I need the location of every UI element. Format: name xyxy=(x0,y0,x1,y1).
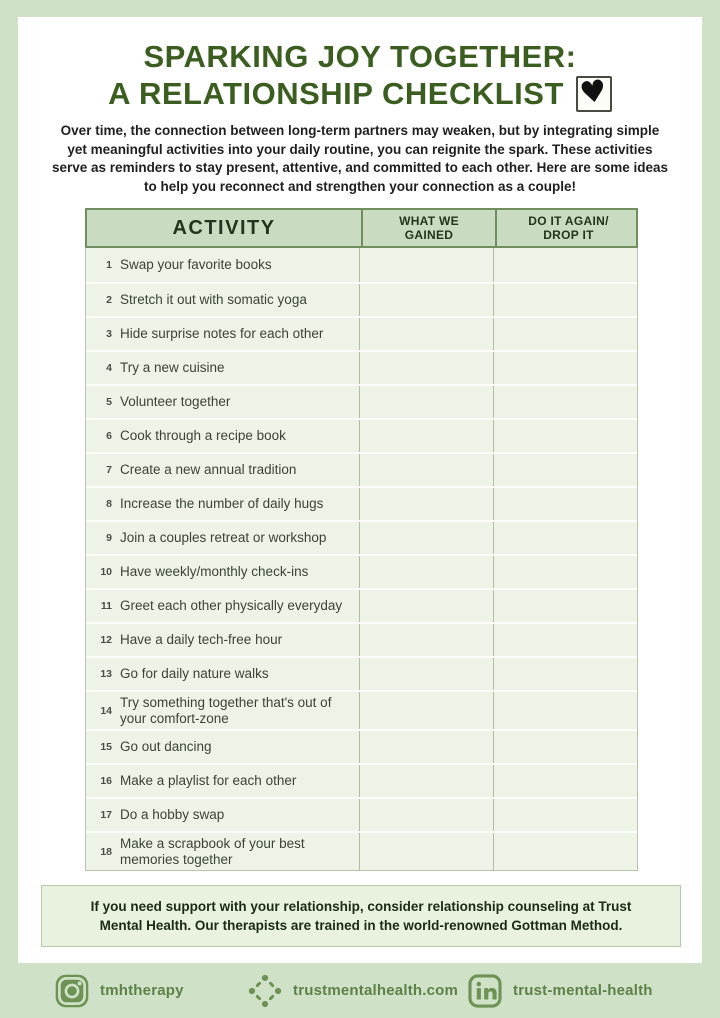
activity-cell xyxy=(86,799,359,831)
activity-cell xyxy=(86,488,359,520)
heart-checkbox xyxy=(576,72,612,112)
activity-label: Create a new annual tradition xyxy=(120,462,297,478)
what-we-gained-cell[interactable] xyxy=(359,692,493,729)
website-handle: trustmentalhealth.com xyxy=(293,982,459,999)
row-number: 4 xyxy=(106,362,112,374)
table-row xyxy=(86,384,637,418)
activity-cell xyxy=(86,731,359,763)
row-number: 2 xyxy=(106,294,112,306)
row-number: 17 xyxy=(100,809,112,821)
linkedin-icon xyxy=(468,974,502,1008)
row-number: 13 xyxy=(100,668,112,680)
do-it-again-drop-it-cell[interactable] xyxy=(493,284,637,316)
do-it-again-drop-it-cell[interactable] xyxy=(493,318,637,350)
table-row xyxy=(86,554,637,588)
activity-label: Greet each other physically everyday xyxy=(120,598,343,614)
table-row xyxy=(86,831,637,870)
instagram-handle: tmhtherapy xyxy=(100,982,184,999)
table-header-row xyxy=(85,208,638,248)
activity-label: Try a new cuisine xyxy=(120,360,225,376)
what-we-gained-cell[interactable] xyxy=(359,522,493,554)
table-row xyxy=(86,729,637,763)
activity-cell xyxy=(86,386,359,418)
activity-label: Hide surprise notes for each other xyxy=(120,326,324,342)
do-it-again-drop-it-cell[interactable] xyxy=(493,833,637,870)
activity-cell xyxy=(86,590,359,622)
title-line-2: A RELATIONSHIP CHECKLIST xyxy=(108,76,564,111)
activity-cell xyxy=(86,284,359,316)
what-we-gained-cell[interactable] xyxy=(359,731,493,763)
page-title xyxy=(18,38,702,112)
footer-linkedin[interactable] xyxy=(468,974,653,1008)
activity-cell xyxy=(86,692,359,729)
table-row xyxy=(86,622,637,656)
what-we-gained-cell[interactable] xyxy=(359,386,493,418)
heart-icon: ♥ xyxy=(577,72,610,112)
instagram-icon xyxy=(55,974,89,1008)
activity-cell xyxy=(86,454,359,486)
row-number: 12 xyxy=(100,634,112,646)
row-number: 11 xyxy=(100,600,112,612)
linkedin-handle: trust-mental-health xyxy=(513,982,653,999)
activity-label: Go for daily nature walks xyxy=(120,666,269,682)
table-body xyxy=(85,248,638,871)
footer-website[interactable] xyxy=(248,974,458,1008)
row-number: 18 xyxy=(100,845,112,858)
activity-cell xyxy=(86,833,359,870)
what-we-gained-cell[interactable] xyxy=(359,420,493,452)
row-number: 6 xyxy=(106,430,112,442)
table-row xyxy=(86,248,637,282)
row-number: 1 xyxy=(106,259,112,271)
what-we-gained-cell[interactable] xyxy=(359,658,493,690)
activity-cell xyxy=(86,318,359,350)
footer-social-bar xyxy=(0,963,720,1018)
do-it-again-drop-it-cell[interactable] xyxy=(493,488,637,520)
activity-label: Go out dancing xyxy=(120,739,212,755)
table-row xyxy=(86,452,637,486)
what-we-gained-cell[interactable] xyxy=(359,799,493,831)
do-it-again-drop-it-cell[interactable] xyxy=(493,248,637,282)
table-row xyxy=(86,316,637,350)
do-it-again-drop-it-cell[interactable] xyxy=(493,386,637,418)
do-it-again-drop-it-cell[interactable] xyxy=(493,765,637,797)
intro-paragraph: Over time, the connection between long-term partners may weaken, but by integrating simple yet meaningful activities into your daily routine, you can reignite the spark. These activities serve as reminders to stay present, attentive, and committed to each other. Here are some ideas to help you reconnect and strengthen your connection as a couple! xyxy=(52,123,668,194)
row-number: 5 xyxy=(106,396,112,408)
activity-label: Increase the number of daily hugs xyxy=(120,496,324,512)
row-number: 8 xyxy=(106,498,112,510)
support-note: If you need support with your relationship, consider relationship counseling at Trust Mental Health. Our therapists are trained in the world-renowned Gottman Method. xyxy=(41,885,681,947)
do-it-again-drop-it-cell[interactable] xyxy=(493,454,637,486)
table-row xyxy=(86,282,637,316)
activity-cell xyxy=(86,765,359,797)
tmh-logo-icon xyxy=(248,974,282,1008)
what-we-gained-cell[interactable] xyxy=(359,318,493,350)
do-it-again-drop-it-cell[interactable] xyxy=(493,420,637,452)
do-it-again-drop-it-cell[interactable] xyxy=(493,692,637,729)
do-it-again-drop-it-cell[interactable] xyxy=(493,352,637,384)
table-row xyxy=(86,763,637,797)
table-row xyxy=(86,418,637,452)
row-number: 7 xyxy=(106,464,112,476)
do-it-again-drop-it-cell[interactable] xyxy=(493,658,637,690)
activity-label: Have a daily tech-free hour xyxy=(120,632,283,648)
do-it-again-drop-it-cell[interactable] xyxy=(493,624,637,656)
row-number: 3 xyxy=(106,328,112,340)
table-row xyxy=(86,350,637,384)
title-line-1: SPARKING JOY TOGETHER: xyxy=(143,39,577,74)
activity-cell xyxy=(86,556,359,588)
row-number: 16 xyxy=(100,775,112,787)
do-it-again-drop-it-cell[interactable] xyxy=(493,590,637,622)
activity-label: Join a couples retreat or workshop xyxy=(120,530,327,546)
table-row xyxy=(86,797,637,831)
row-number: 14 xyxy=(100,704,112,717)
row-number: 9 xyxy=(106,532,112,544)
activity-cell xyxy=(86,420,359,452)
row-number: 10 xyxy=(100,566,112,578)
activity-label: Try something together that's out of your comfort-zone xyxy=(120,695,332,726)
what-we-gained-cell[interactable] xyxy=(359,556,493,588)
activity-cell xyxy=(86,658,359,690)
activity-cell xyxy=(86,624,359,656)
what-we-gained-cell[interactable] xyxy=(359,352,493,384)
table-row xyxy=(86,486,637,520)
header-activity: ACTIVITY xyxy=(172,216,276,239)
table-row xyxy=(86,588,637,622)
activity-label: Stretch it out with somatic yoga xyxy=(120,292,307,308)
activity-label: Make a scrapbook of your best memories together xyxy=(120,836,305,867)
do-it-again-drop-it-cell[interactable] xyxy=(493,799,637,831)
checklist-table xyxy=(85,208,638,871)
header-what-we-gained: WHAT WE GAINED xyxy=(361,210,495,246)
checklist-card xyxy=(18,17,702,963)
do-it-again-drop-it-cell[interactable] xyxy=(493,731,637,763)
activity-label: Volunteer together xyxy=(120,394,231,410)
what-we-gained-cell[interactable] xyxy=(359,765,493,797)
activity-label: Do a hobby swap xyxy=(120,807,225,823)
activity-cell xyxy=(86,248,359,282)
what-we-gained-cell[interactable] xyxy=(359,488,493,520)
footer-instagram[interactable] xyxy=(55,974,184,1008)
activity-label: Make a playlist for each other xyxy=(120,773,297,789)
table-row xyxy=(86,520,637,554)
activity-cell xyxy=(86,522,359,554)
what-we-gained-cell[interactable] xyxy=(359,590,493,622)
activity-label: Swap your favorite books xyxy=(120,257,272,273)
table-row xyxy=(86,690,637,729)
row-number: 15 xyxy=(100,741,112,753)
do-it-again-drop-it-cell[interactable] xyxy=(493,556,637,588)
activity-cell xyxy=(86,352,359,384)
what-we-gained-cell[interactable] xyxy=(359,248,493,282)
do-it-again-drop-it-cell[interactable] xyxy=(493,522,637,554)
activity-label: Cook through a recipe book xyxy=(120,428,286,444)
what-we-gained-cell[interactable] xyxy=(359,624,493,656)
what-we-gained-cell[interactable] xyxy=(359,454,493,486)
what-we-gained-cell[interactable] xyxy=(359,833,493,870)
what-we-gained-cell[interactable] xyxy=(359,284,493,316)
table-row xyxy=(86,656,637,690)
activity-label: Have weekly/monthly check-ins xyxy=(120,564,309,580)
header-do-it-again-drop-it: DO IT AGAIN/ DROP IT xyxy=(495,210,640,246)
